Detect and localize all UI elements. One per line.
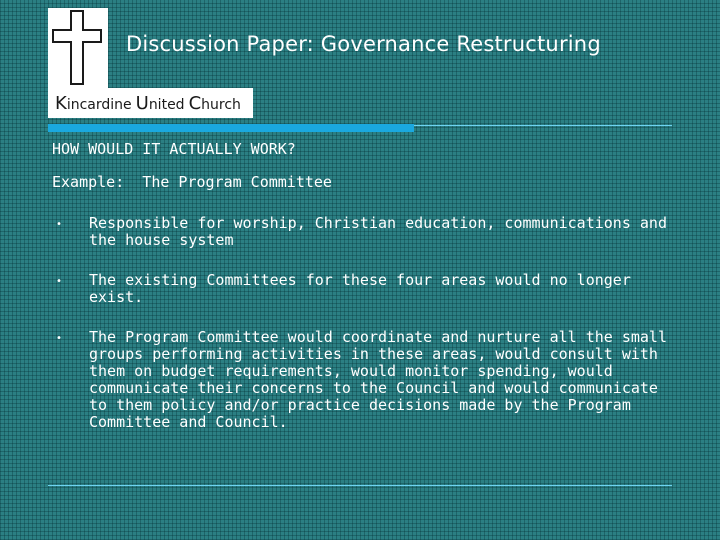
- slide-title: Discussion Paper: Governance Restructuring: [126, 32, 601, 56]
- church-word-3-initial: C: [188, 93, 202, 114]
- bottom-rule: [48, 485, 672, 486]
- bullet-text-1: Responsible for worship, Christian education, communications and the house system: [89, 214, 667, 249]
- example-line: Example: The Program Committee: [52, 173, 332, 191]
- cross-icon: [48, 8, 108, 88]
- bullet-icon: •: [56, 219, 63, 230]
- bullet-item-3: [52, 329, 672, 431]
- section-heading: HOW WOULD IT ACTUALLY WORK?: [52, 140, 296, 158]
- bullet-item-2: [52, 272, 672, 306]
- church-logo: [48, 8, 108, 88]
- bullet-text-2: The existing Committees for these four areas would no longer exist.: [89, 271, 631, 306]
- church-word-2-rest: nited: [148, 97, 185, 113]
- bullet-icon: •: [56, 276, 63, 287]
- bullet-item-1: [52, 215, 672, 249]
- church-word-3-rest: hurch: [201, 97, 241, 113]
- bullet-text-3: The Program Committee would coordinate and nurture all the small groups performing activities in these areas, would consult with them on budget requirements, would monitor spending, would communicate their concerns to the Council and would communicate to them policy and/or practice decisions made by the Program Committee and Council.: [89, 328, 667, 431]
- church-word-1-rest: incardine: [66, 97, 132, 113]
- accent-bar: [48, 124, 414, 132]
- bullet-list: [52, 215, 672, 454]
- top-rule: [414, 125, 672, 126]
- church-name-label: [48, 88, 253, 118]
- church-word-1-initial: K: [55, 93, 67, 114]
- church-word-2-initial: U: [135, 93, 149, 114]
- bullet-icon: •: [56, 333, 63, 344]
